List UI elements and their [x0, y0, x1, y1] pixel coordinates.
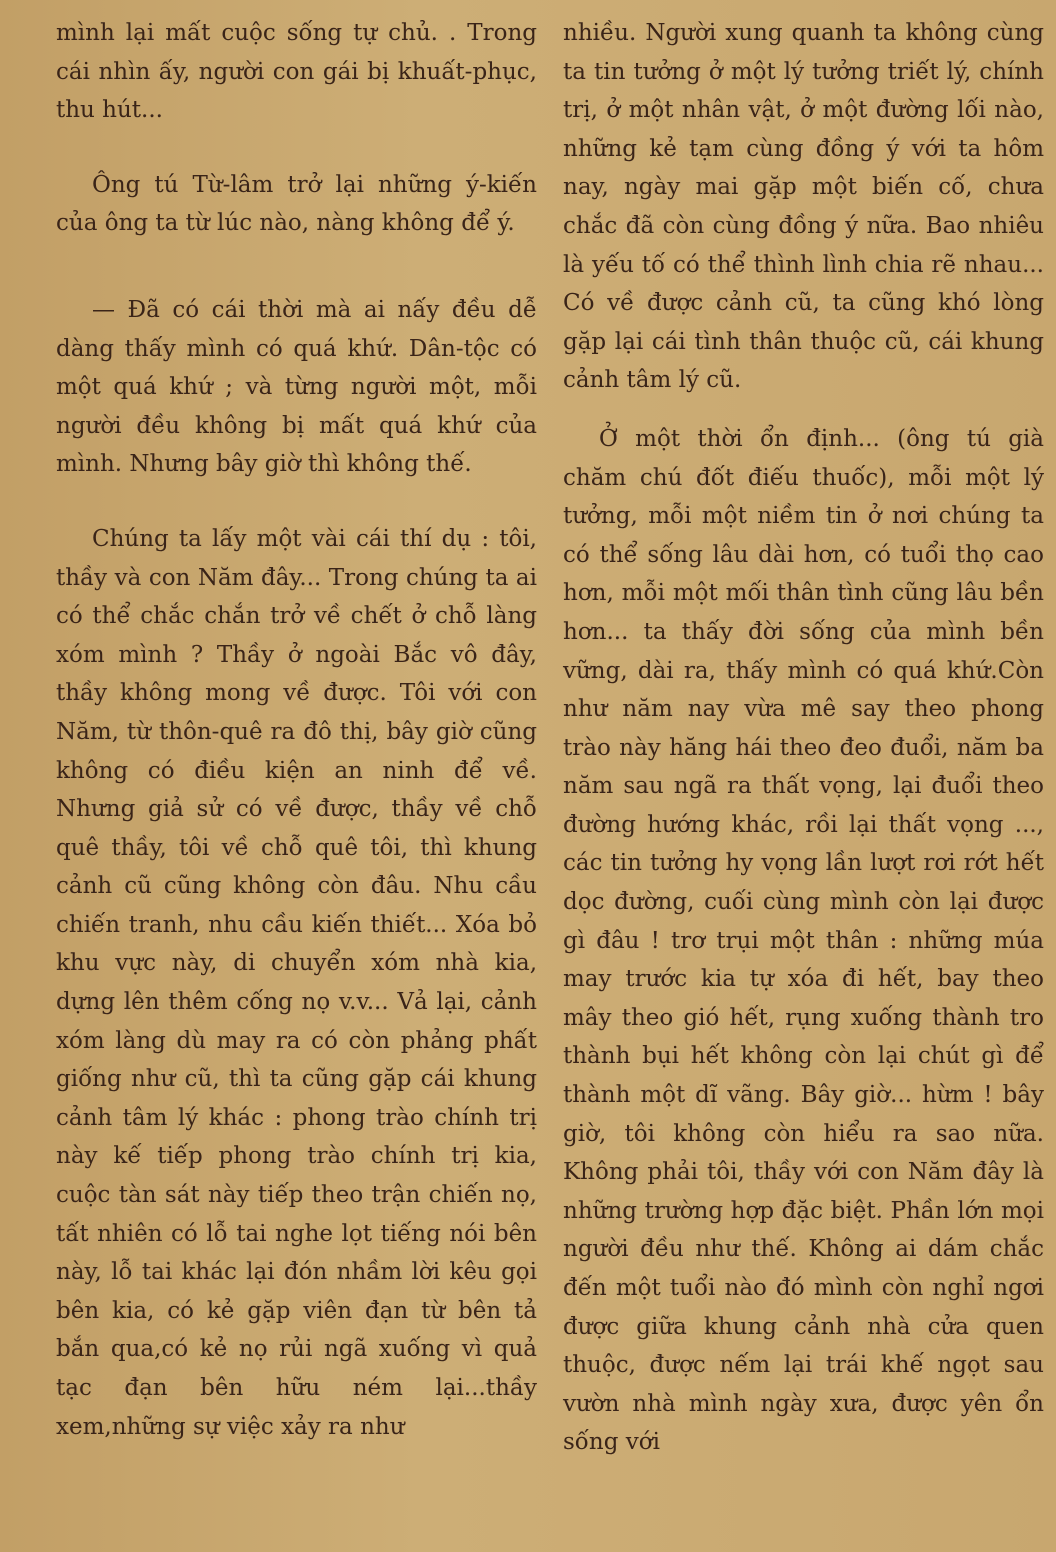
paragraph: — Đã có cái thời mà ai nấy đều dễ dàng thấy mình có quá khứ. Dân-tộc có một quá khứ ; và từng người một, mỗi người đều không bị mất quá khứ của mình. Nhưng bây giờ thì không thế.: [56, 296, 537, 478]
left-column: [56, 14, 537, 1552]
right-column: [563, 14, 1044, 1552]
paragraph: Ông tú Từ-lâm trở lại những ý-kiến của ông ta từ lúc nào, nàng không để ý.: [56, 171, 537, 237]
paragraph: mình lại mất cuộc sống tự chủ. . Trong cái nhìn ấy, người con gái bị khuất-phục, thu hút...: [56, 20, 537, 124]
paragraph: nhiều. Người xung quanh ta không cùng ta tin tưởng ở một lý tưởng triết lý, chính trị, ở một nhân vật, ở một đường lối nào, những kẻ tạm cùng đồng ý với ta hôm nay, ngày mai gặp một biến cố, chưa chắc đã còn cùng đồng ý nữa. Bao nhiêu là yếu tố có thể thình lình chia rẽ nhau... Có về được cảnh cũ, ta cũng khó lòng gặp lại cái tình thân thuộc cũ, cái khung cảnh tâm lý cũ.: [563, 20, 1044, 394]
paragraph: Chúng ta lấy một vài cái thí dụ : tôi, thầy và con Năm đây... Trong chúng ta ai có thể chắc chắn trở về chết ở chỗ làng xóm mình ? Thầy ở ngoài Bắc vô đây, thầy không mong về được. Tôi với con Năm, từ thôn-quê ra đô thị, bây giờ cũng không có điều kiện an ninh để về. Nhưng giả sử có về được, thầy về chỗ quê thầy, tôi về chỗ quê tôi, thì khung cảnh cũ cũng không còn đâu. Nhu cầu chiến tranh, nhu cầu kiến thiết... Xóa bỏ khu vực này, di chuyển xóm nhà kia, dựng lên thêm cống nọ v.v... Vả lại, cảnh xóm làng dù may ra có còn phảng phất giống như cũ, thì ta cũng gặp cái khung cảnh tâm lý khác : phong trào chính trị này kế tiếp phong trào chính trị kia, cuộc tàn sát này tiếp theo trận chiến nọ, tất nhiên có lỗ tai nghe lọt tiếng nói bên này, lỗ tai khác lại đón nhầm lời kêu gọi bên kia, có kẻ gặp viên đạn từ bên tả bắn qua,có kẻ nọ rủi ngã xuống vì quả tạc đạn bên hữu ném lại...thầy xem,những sự việc xảy ra như: [56, 525, 537, 1440]
paragraph: Ở một thời ổn định... (ông tú già chăm chú đốt điếu thuốc), mỗi một lý tưởng, mỗi một niềm tin ở nơi chúng ta có thể sống lâu dài hơn, có tuổi thọ cao hơn, mỗi một mối thân tình cũng lâu bền hơn... ta thấy đời sống của mình bền vững, dài ra, thấy mình có quá khứ.Còn như năm nay vừa mê say theo phong trào này hăng hái theo đeo đuổi, năm ba năm sau ngã ra thất vọng, lại đuổi theo đường hướng khác, rồi lại thất vọng ..., các tin tưởng hy vọng lần lượt rơi rớt hết dọc đường, cuối cùng mình còn lại được gì đâu ! trơ trụi một thân : những múa may trước kia tự xóa đi hết, bay theo mây theo gió hết, rụng xuống thành tro thành bụi hết không còn lại chút gì để thành một dĩ vãng. Bây giờ... hừm ! bây giờ, tôi không còn hiểu ra sao nữa. Không phải tôi, thầy với con Năm đây là những trường hợp đặc biệt. Phần lớn mọi người đều như thế. Không ai dám chắc đến một tuổi nào đó mình còn nghỉ ngơi được giữa khung cảnh nhà cửa quen thuộc, được nếm lại trái khế ngọt sau vườn nhà mình ngày xưa, được yên ổn sống với: [563, 425, 1044, 1456]
